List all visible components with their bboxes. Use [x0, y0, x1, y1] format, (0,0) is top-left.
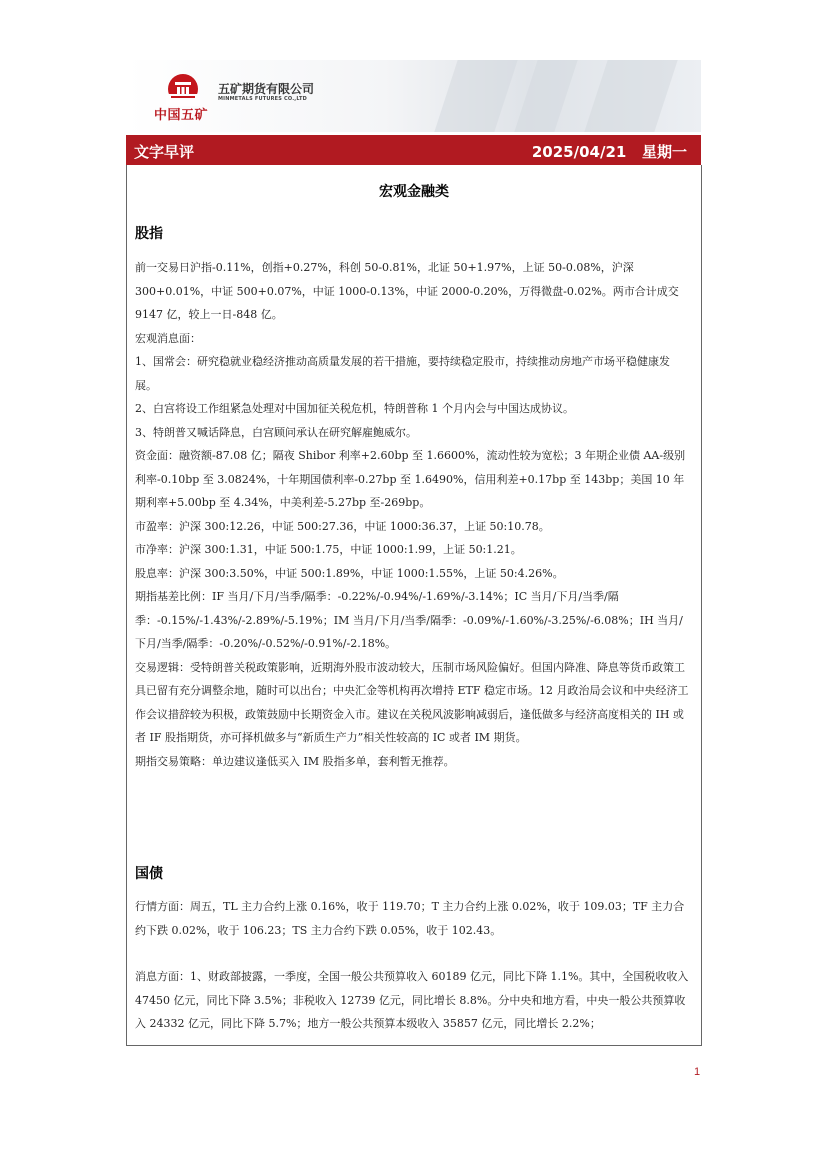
paragraph: 期指交易策略：单边建议逢低买入 IM 股指多单，套利暂无推荐。: [135, 754, 455, 768]
weekday-text: 星期一: [641, 143, 687, 161]
paragraph: 期指基差比例：IF 当月/下月/当季/隔季：-0.22%/-0.94%/-1.69%/-3.14%；IC 当月/下月/当季/隔季：-0.15%/-1.43%/-2.89%/-5.19%；IM 当月/下月/当季/隔季：-0.09%/-1.60%/-3.25%/-6.08%；IH 当月/下月/当季/隔季：-0.20%/-0.52%/-0.91%/-2.18%。: [135, 590, 683, 650]
stock-index-heading: 股指: [135, 226, 163, 242]
paragraph: 资金面：融资额-87.08 亿；隔夜 Shibor 利率+2.60bp 至 1.6600%，流动性较为宽松；3 年期企业债 AA-级别利率-0.10bp 至 3.0824%，十年期国债利率-0.27bp 至 1.6490%，信用利差+0.17bp 至 143bp；美国 10 年期利率+5.00bp 至 4.34%，中美利差-5.27bp 至-269bp。: [135, 449, 686, 509]
content-frame: [126, 165, 702, 1046]
page-number: 1: [694, 1066, 701, 1078]
paragraph: 消息方面：1、财政部披露，一季度，全国一般公共预算收入 60189 亿元，同比下降 1.1%。其中，全国税收收入 47450 亿元，同比下降 3.5%；非税收入 12739 亿元，同比增长 8.8%。分中央和地方看，中央一般公共预算收入 24332 亿元，同比下降 5.7%；地方一般公共预算本级收入 35857 亿元，同比增长 2.2%；: [135, 970, 689, 1030]
paragraph: 宏观消息面：: [135, 331, 201, 345]
report-title: 文字早评: [134, 143, 195, 161]
date-text: 2025/04/21: [531, 143, 627, 161]
paragraph: 前一交易日沪指-0.11%，创指+0.27%，科创 50-0.81%，北证 50+1.97%，上证 50-0.08%，沪深 300+0.01%，中证 500+0.07%，中证 1000-0.13%，中证 2000-0.20%，万得微盘-0.02%。两市合计成交 9147 亿，较上一日-848 亿。: [135, 261, 679, 321]
section-title: 宏观金融类: [379, 184, 449, 200]
report-title-bar: [126, 135, 701, 165]
logo-text: 中国五矿: [154, 108, 209, 123]
paragraph: 3、特朗普又喊话降息，白宫顾问承认在研究解雇鲍威尔。: [135, 425, 417, 439]
paragraph: 市盈率：沪深 300:12.26，中证 500:27.36，中证 1000:36.37，上证 50:10.78。: [135, 519, 550, 533]
paragraph: 行情方面：周五，TL 主力合约上涨 0.16%，收于 119.70；T 主力合约上涨 0.02%，收于 109.03；TF 主力合约下跌 0.02%，收于 106.23；TS 主力合约下跌 0.05%，收于 102.43。: [135, 900, 685, 937]
treasury-heading: 国债: [135, 866, 163, 882]
company-name-cn: 五矿期货有限公司: [218, 82, 315, 96]
minmetals-logo-icon: [166, 72, 200, 106]
report-date: [532, 141, 687, 162]
paragraph: 1、国常会：研究稳就业稳经济推动高质量发展的若干措施，要持续稳定股市，持续推动房地产市场平稳健康发展。: [135, 355, 670, 392]
paragraph: 市净率：沪深 300:1.31，中证 500:1.75，中证 1000:1.99，上证 50:1.21。: [135, 543, 522, 556]
paragraph: 股息率：沪深 300:3.50%，中证 500:1.89%，中证 1000:1.55%，上证 50:4.26%。: [135, 566, 564, 580]
treasury-market: [135, 895, 691, 942]
stock-index-body: [135, 256, 691, 773]
paragraph: 交易逻辑：受特朗普关税政策影响，近期海外股市波动较大，压制市场风险偏好。但国内降准、降息等货币政策工具已留有充分调整余地，随时可以出台；中央汇金等机构再次增持 ETF 稳定市场。12 月政治局会议和中央经济工作会议措辞较为积极，政策鼓励中长期资金入市。建议在关税风波影响减弱后，逢低做多与经济高度相关的 IH 或者 IF 股指期货，亦可择机做多与“新质生产力”相关性较高的 IC 或者 IM 期货。: [135, 660, 689, 744]
company-name-en: MINMETALS FUTURES CO.,LTD: [218, 96, 307, 102]
treasury-news: [135, 965, 691, 1036]
header-banner: [126, 60, 701, 132]
paragraph: 2、白宫将设工作组紧急处理对中国加征关税危机，特朗普称 1 个月内会与中国达成协议。: [135, 402, 574, 415]
